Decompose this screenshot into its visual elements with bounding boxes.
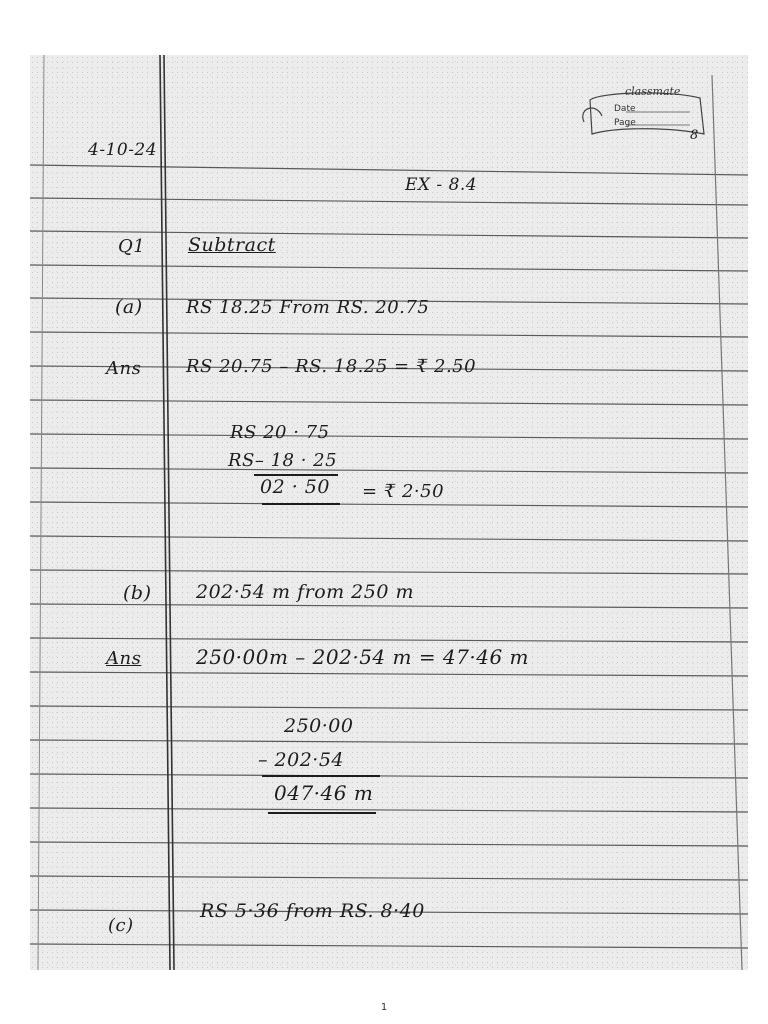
part-a-working-line1: RS 20 · 75	[230, 422, 330, 443]
part-b-answer: 250·00m – 202·54 m = 47·46 m	[196, 645, 530, 669]
part-a-working-line2: RS– 18 · 25	[228, 450, 338, 471]
part-b-answer-label: Ans	[106, 648, 142, 669]
part-b-working-line1: 250·00	[284, 715, 354, 737]
part-c-question: RS 5·36 from RS. 8·40	[200, 900, 425, 922]
part-b-working-line2: – 202·54	[258, 749, 345, 771]
exercise-title: EX - 8.4	[405, 175, 478, 195]
part-a-working-underline	[262, 503, 340, 505]
question-number: Q1	[118, 236, 146, 257]
footer-page-number: 1	[380, 1002, 388, 1013]
part-b-working-line3: 047·46 m	[274, 781, 374, 805]
stamp-page-label: Page	[614, 118, 636, 128]
part-b-working-underline	[268, 812, 376, 814]
part-a-answer: RS 20.75 – RS. 18.25 = ₹ 2.50	[186, 356, 477, 377]
part-a-working-result: = ₹ 2·50	[362, 481, 445, 502]
part-b-label: (b)	[123, 582, 152, 604]
part-b-working-rule	[262, 775, 380, 777]
stamp-brand: classmate	[625, 85, 681, 98]
part-a-question: RS 18.25 From RS. 20.75	[186, 297, 430, 318]
notebook-page	[30, 55, 748, 970]
part-a-working-line3: 02 · 50	[260, 476, 330, 498]
question-text: Subtract	[188, 234, 276, 256]
stamp-date-label: Date	[614, 104, 636, 114]
part-b-question: 202·54 m from 250 m	[196, 581, 415, 603]
part-c-label: (c)	[108, 915, 134, 936]
ruled-lines	[30, 55, 748, 970]
part-a-answer-label: Ans	[106, 358, 142, 379]
stamp-page-number: 8	[690, 128, 699, 143]
part-a-label: (a)	[115, 296, 143, 318]
note-date: 4-10-24	[88, 140, 158, 160]
